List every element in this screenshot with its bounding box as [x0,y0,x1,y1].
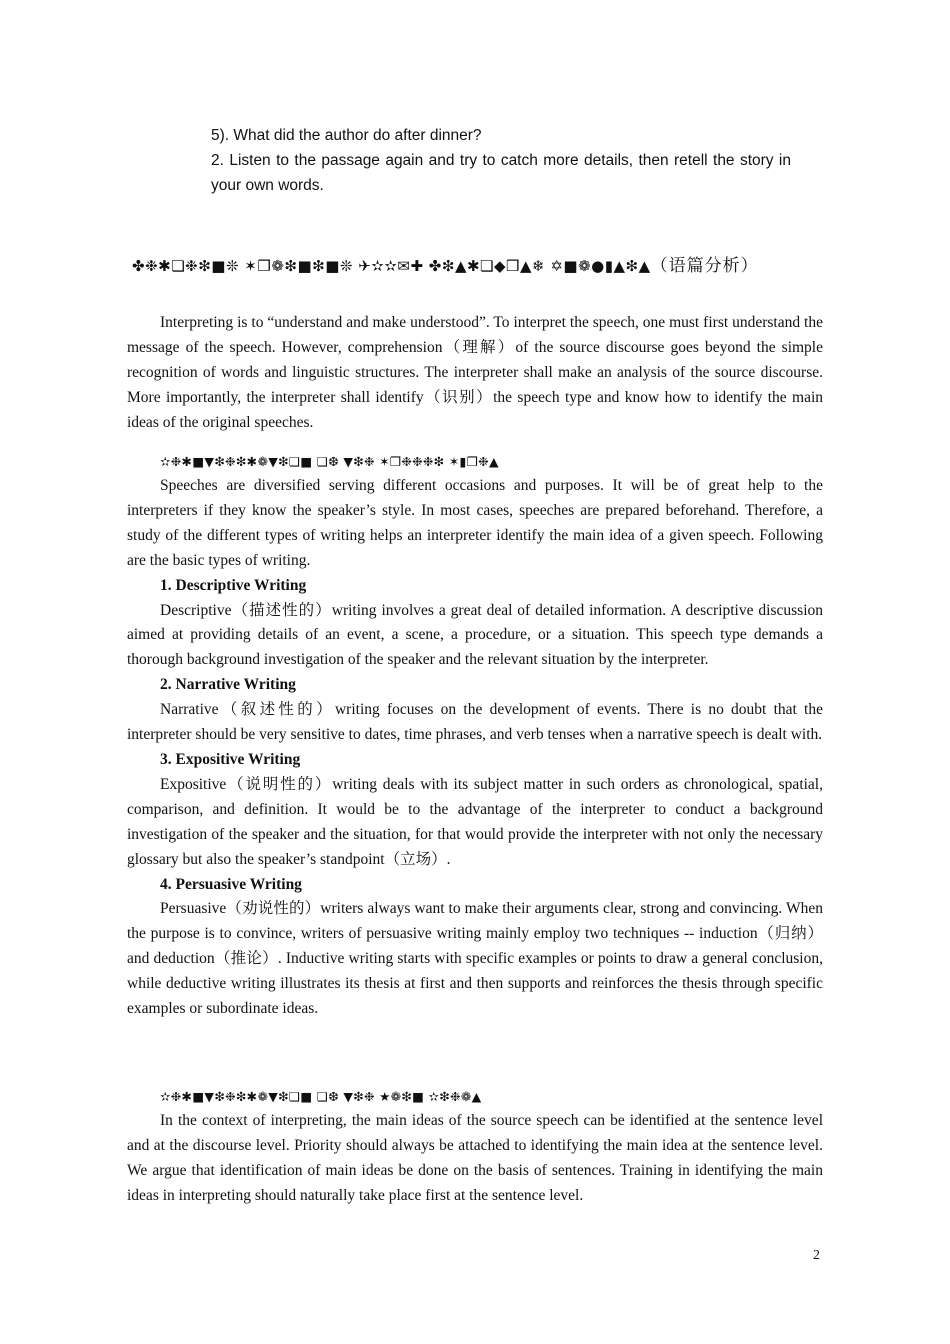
heading-descriptive-writing: 1. Descriptive Writing [160,576,307,594]
page-number: 2 [813,1248,820,1263]
intro-paragraph: Interpreting is to “understand and make understood”. To interpret the speech, one must first understand the message of the speech. However, comprehension（理解）of the source discourse goes beyond the simple recognition of words and linguistic structures. The interpreter shall make an analysis of the source discourse. More importantly, the interpreter shall identify（识别）the speech type and know how to identify the main ideas of the original speeches. [127,314,823,431]
descriptive-paragraph: Descriptive（描述性的）writing involves a great deal of detailed information. A descriptive discussion aimed at providing details of an event, a scene, a procedure, or a situation. This speech type demands a thorough background investigation of the speaker and the relevant situation by the interpreter. [127,601,823,669]
narrative-paragraph: Narrative（叙述性的）writing focuses on the development of events. There is no doubt that the interpreter should be very sensitive to dates, time phrases, and verb tenses when a narrative speech is dealt with. [127,701,823,744]
persuasive-paragraph: Persuasive（劝说性的）writers always want to make their arguments clear, strong and convincing. When the purpose is to convince, writers of persuasive writing mainly employ two techniques -- induction（归纳）and deduction（推论）. Inductive writing starts with specific examples or points to draw a general conclusion, while deductive writing illustrates its thesis at first and then supports and reinforces the thesis through specific examples or subordinate ideas. [127,900,823,1018]
heading-persuasive-writing: 4. Persuasive Writing [160,875,302,893]
exercise-question-5: 5). What did the author do after dinner? [211,127,482,144]
expositive-paragraph: Expositive（说明性的）writing deals with its subject matter in such orders as chronological, spatial, comparison, and definition. It would be to the advantage of the interpreter to conduct a background investigation of the speaker and the situation, for that would provide the interpreter with not only the necessary glossary but also the speaker’s standpoint（立场）. [127,775,823,868]
section-title-chinese: （语篇分析） [650,256,759,276]
speech-types-block [127,449,823,1022]
heading-narrative-writing: 2. Narrative Writing [160,676,296,694]
section-title [132,251,832,276]
main-ideas-paragraph: In the context of interpreting, the main ideas of the source speech can be identified at the sentence level and at the discourse level. Priority should always be attached to identifying the main idea at the sentence level. We argue that identification of main ideas be done on the basis of sentences. Training in identifying the main ideas in interpreting should naturally take place first at the sentence level. [127,1112,823,1204]
speeches-paragraph: Speeches are diversified serving different occasions and purposes. It will be of great help to the interpreters if they know the speaker’s style. In most cases, speeches are prepared beforehand. Therefore, a study of the different types of writing helps an interpreter identify the main idea of a given speech. Following are the basic types of writing. [127,477,823,569]
section-title-glyphs: ✤❉✱❏❉❇■❊ ✶❒❁❇■❇■❊ ✈✫✫✉✚ ✤❇▲✱❏◆❒▲❄ ✡■❁●▮▲❇▲ [132,257,651,275]
main-ideas-block [127,1084,823,1209]
exercise-questions [211,123,791,198]
subheading-main-ideas: ✫❉✱■▼❇❉❇✱❁▼❇❏■ ❏❆ ▼❇❉ ★❁❇■ ✫❇❉❁▲ [160,1089,482,1104]
intro-block [127,311,823,436]
heading-expositive-writing: 3. Expositive Writing [160,750,301,768]
exercise-task-2: 2. Listen to the passage again and try to catch more details, then retell the story in your own words. [211,152,791,194]
subheading-speech-types: ✫❉✱■▼❇❉❇✱❁▼❇❏■ ❏❆ ▼❇❉ ✶❒❉❉❉❇ ✶▮❒❉▲ [160,454,499,469]
